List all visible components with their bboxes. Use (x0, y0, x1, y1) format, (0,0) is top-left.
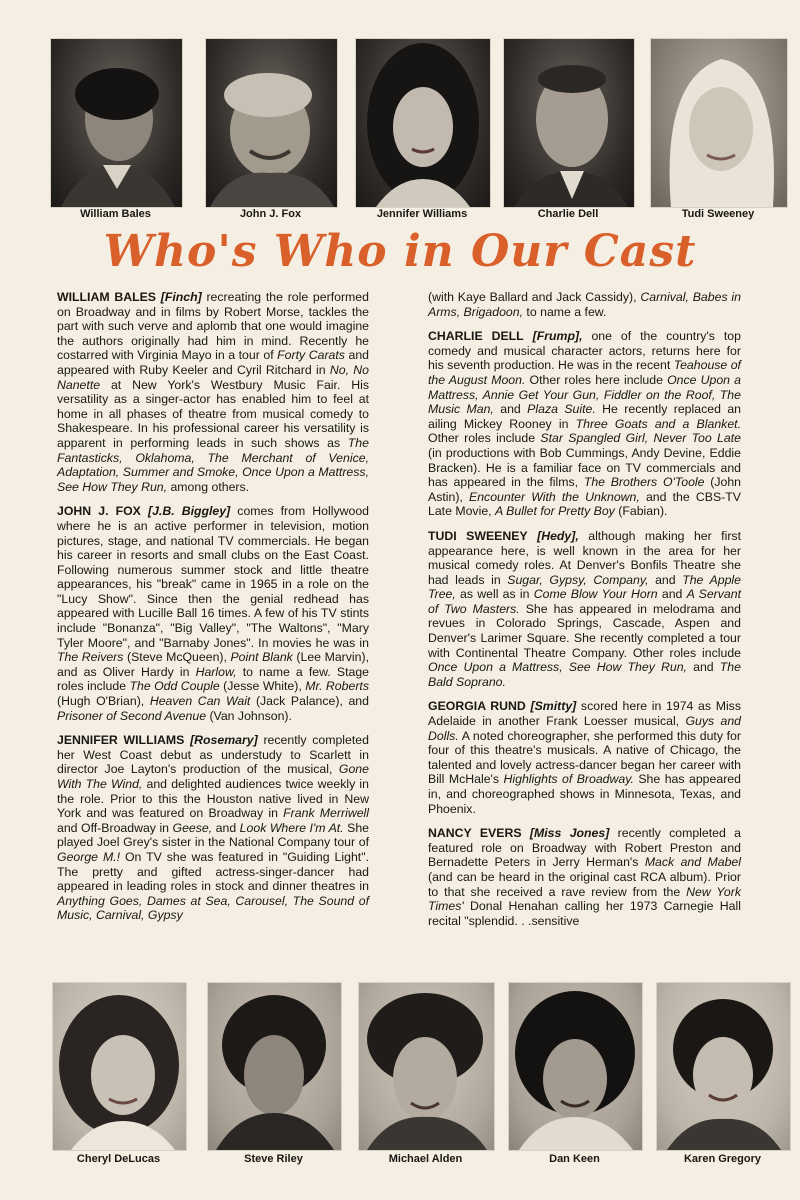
bio-title: Mack and Mabel (644, 855, 741, 870)
bio-text: and (648, 572, 683, 587)
bio-text: recently completed her West Coast debut as understudy to Scarlett in director Joe Layton's production of the musical, (57, 733, 369, 777)
bio-title: Frank Merriwell (283, 806, 369, 821)
bio-text: at New York's Westbury Music Fair. His versatility as a singer-actor has enabled him to feel at home in all phases of theatre from musical comedy to Shakespeare. In his professional career his versatility is apparent in performing leads in such shows as (57, 377, 369, 450)
bio-title: The Fantasticks, Oklahoma, The Merchant of Venice, Adaptation, Summer and Smoke, Once Upon a Mattress, See How They Run, (57, 435, 369, 494)
bio-text: one of the country's top comedy and musical character actors, returns here for his seventh production. He was in the recent (428, 329, 741, 373)
bio-title: No, No Nanette (57, 362, 369, 392)
photo-john-fox (205, 38, 338, 208)
caption-jennifer-williams: Jennifer Williams (376, 208, 468, 220)
bio-title: Sugar, Gypsy, Company, (507, 572, 649, 587)
bio-title: Heaven Can Wait (149, 694, 251, 709)
bio-text: (Jesse White), (219, 679, 306, 694)
bio-title: The Apple Tree, (428, 572, 741, 602)
page-title: Who's Who in Our Cast (103, 226, 697, 277)
bio-title: Encounter With the Unknown, (469, 489, 640, 504)
bio-text: A noted choreographer, she performed this duty for four of this theatre's musicals. A native of Chicago, the talented and lovely actress-dancer began her career with Bill McHale's (428, 728, 741, 787)
bio-name: NANCY EVERS (428, 826, 522, 841)
bio-text: She has appeared in melodrama and revues in Colorado Springs, Cascade, Aspen and Denver's Larimer Square. She recently completed a tour with Continental Theatre Company. Other roles include (428, 601, 741, 660)
bio-text: comes from Hollywood where he is an active performer in television, motion pictures, stage, and national TV commercials. He began his career in resorts and small clubs on the East Coast. Following numerous summer stock and little theatre appearances, his "break" came in 1965 in a role on the "Lucy Show". Since then the genial redhead has appeared with Lucille Ball 16 times. A few of his TV stints include "Bonanza", "Big Valley", "The Waltons", "Mary Tyler Moore", and "Barnaby Jones". In movies he was in (57, 504, 370, 650)
bio-title: The Odd Couple (129, 679, 220, 694)
bio-text: and (493, 402, 528, 417)
caption-charlie-dell: Charlie Dell (537, 208, 599, 220)
photo-karen-gregory (656, 982, 791, 1151)
bio-text: She played Joel Grey's sister in the National Company tour of (57, 820, 369, 850)
photo-cheryl-delucas (52, 982, 187, 1151)
bio-charlie-dell (428, 329, 741, 519)
bio-text: and Off-Broadway in (57, 820, 173, 835)
bio-title: Highlights of Broadway. (503, 772, 634, 787)
bio-text: and appeared with Ruby Keeler and Cyril Ritchard in (57, 348, 370, 377)
bio-text: He recently replaced an ailing Mickey Rooney in (428, 402, 741, 431)
photo-charlie-dell (503, 38, 635, 208)
bio-text: (and can be heard in the original cast RCA album). Prior to that she received a rave review from the (428, 869, 741, 899)
left-column (57, 290, 369, 933)
caption-john-fox: John J. Fox (239, 208, 302, 220)
bio-title: Plaza Suite. (527, 402, 596, 417)
bio-text: and (686, 660, 720, 675)
bio-text: (John Astin), (428, 475, 741, 504)
bio-name: TUDI SWEENEY (428, 528, 528, 543)
bio-jennifer-williams (57, 733, 369, 923)
bio-title: A Servant of Two Masters. (428, 587, 742, 616)
caption-steve-riley: Steve Riley (244, 1153, 303, 1165)
bio-text: to name a few. Stage roles include (57, 664, 370, 694)
bio-text: recently completed a featured role on Broadway with Robert Preston and Bernadette Peters in Jerry Herman's (428, 826, 742, 870)
bio-title: Forty Carats (277, 348, 345, 363)
photo-michael-alden (358, 982, 495, 1151)
right-column (428, 290, 741, 938)
bio-text: Other roles include (428, 431, 541, 446)
bio-role: [J.B. Biggley] (147, 504, 231, 519)
bio-title: Prisoner of Second Avenue (57, 708, 207, 723)
bio-nancy-evers (428, 826, 741, 928)
bio-georgia-rund (428, 699, 741, 816)
photo-steve-riley (207, 982, 342, 1151)
bio-tudi-sweeney (428, 529, 741, 690)
bio-title: New York Times' (428, 884, 741, 914)
bio-title: Carnival, Babes in Arms, Brigadoon, (428, 290, 741, 319)
bio-title: Star Spangled Girl, Never Too Late (540, 431, 741, 446)
bio-title: A Bullet for Pretty Boy (495, 504, 615, 519)
bio-text: On TV she was featured in "Guiding Light". The pretty and gifted actress-singer-dancer had appeared in leading roles in stock and dinner theatres in (57, 849, 369, 894)
bio-text: (Jack Palance), and (250, 694, 369, 709)
bio-text: among others. (167, 479, 250, 494)
bio-title: The Bald Soprano. (428, 660, 741, 689)
bio-text: and (657, 587, 687, 602)
photo-dan-keen (508, 982, 643, 1151)
photo-jennifer-williams (355, 38, 491, 208)
bio-text: to name a few. (523, 304, 607, 319)
bio-role: [Miss Jones] (529, 826, 610, 841)
bio-text: and delighted audiences twice weekly in the role. Prior to this the Houston native lived in New York and was featured on Broadway in (57, 777, 369, 821)
caption-cheryl-delucas: Cheryl DeLucas (76, 1153, 161, 1165)
bio-role: [Rosemary] (190, 733, 258, 748)
bio-title: The Brothers O'Toole (583, 475, 705, 490)
bio-title: Harlow, (195, 664, 237, 679)
bio-john-fox (57, 504, 369, 723)
bio-text: (Steve McQueen), (123, 650, 231, 665)
bio-title: George M.! (57, 849, 121, 864)
bio-title: Geese, (172, 820, 213, 835)
bio-text: (Lee Marvin), and as Oliver Hardy in (57, 650, 369, 679)
bio-text: Other roles here include (525, 372, 668, 387)
bio-role: [Hedy], (537, 528, 579, 543)
bio-title: Point Blank (230, 650, 293, 665)
bio-role: [Smitty] (530, 699, 577, 714)
bio-william-bales (57, 290, 369, 494)
photo-tudi-sweeney (650, 38, 788, 208)
caption-michael-alden: Michael Alden (388, 1153, 463, 1165)
bio-title: Mr. Roberts (305, 679, 369, 694)
bio-title: Once Upon a Mattress, See How They Run, (428, 660, 687, 675)
bio-title: Once Upon a Mattress, Annie Get Your Gun, Fiddler on the Roof, The Music Man, (428, 372, 742, 417)
bio-text: scored here in 1974 as Miss Adelaide in another Frank Loesser musical, (428, 699, 741, 729)
bio-name: WILLIAM BALES (57, 290, 156, 304)
photo-william-bales (50, 38, 183, 208)
bio-title: Come Blow Your Horn (533, 587, 658, 602)
caption-dan-keen: Dan Keen (549, 1153, 600, 1165)
bio-text: (Van Johnson). (206, 708, 292, 723)
bio-text: and (212, 820, 240, 835)
caption-william-bales: William Bales (80, 208, 151, 220)
bio-text: although making her first appearance here, is well known in the area for her musical comedy roles. At Denver's Bonfils Theatre she had leads in (428, 528, 741, 587)
caption-tudi-sweeney: Tudi Sweeney (681, 208, 755, 220)
bio-title: Three Goats and a Blanket. (575, 416, 741, 431)
bio-text: (Fabian). (614, 504, 668, 519)
bio-text: recreating the role performed on Broadway and in films by Robert Morse, tackles the part with such verve and aplomb that one would imagine the authors originally had him in mind. Recently he costarred with Virginia Mayo in a tour of (57, 290, 369, 363)
bio-jennifer-williams-continued (428, 290, 741, 319)
bio-title: Guys and Dolls. (428, 714, 741, 743)
bio-text: (in productions with Bob Cummings, Andy Devine, Eddie Bracken). He is a familiar face on TV commercials and has appeared in the films, (428, 445, 741, 490)
bio-name: JENNIFER WILLIAMS (57, 733, 185, 748)
bio-name: CHARLIE DELL (428, 329, 524, 344)
bio-role: [Finch] (160, 290, 202, 304)
bio-text: She has appeared in, and choreographed shows in Minnesota, Texas, and Phoenix. (428, 772, 741, 816)
bio-role: [Frump], (532, 329, 583, 344)
bio-text: and the CBS-TV Late Movie, (428, 489, 741, 519)
bio-title: Teahouse of the August Moon. (428, 358, 741, 387)
bio-title: Anything Goes, Dames at Sea, Carousel, The Sound of Music, Carnival, Gypsy (57, 893, 369, 923)
bio-title: The Reivers (57, 650, 124, 665)
caption-karen-gregory: Karen Gregory (683, 1153, 762, 1165)
bio-title: Gone With The Wind, (57, 762, 369, 791)
bio-text: (with Kaye Ballard and Jack Cassidy), (428, 290, 641, 304)
bio-text: as well as in (455, 587, 534, 602)
bio-name: GEORGIA RUND (428, 699, 526, 714)
bio-title: Look Where I'm At. (239, 820, 344, 835)
bio-name: JOHN J. FOX (57, 504, 141, 519)
bio-text: (Hugh O'Brian), (57, 694, 150, 709)
bio-text: Donal Henahan calling her 1973 Carnegie Hall recital "splendid. . .sensitive (428, 899, 741, 928)
